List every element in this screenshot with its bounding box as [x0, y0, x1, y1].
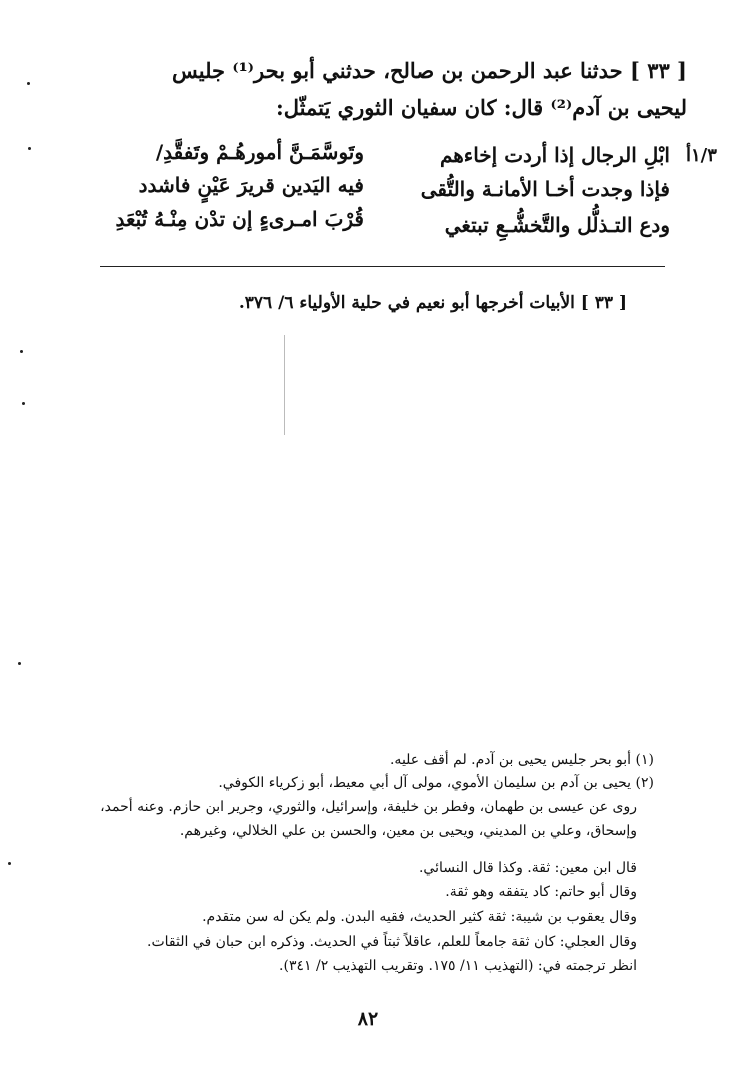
verse-2-first-hemistich: فإذا وجدت أخـا الأمانـة والتُّقى	[420, 177, 670, 201]
footnote-2-ijli: وقال العجلي: كان ثقة جامعاً للعلم، عاقلاً ثبتاً في الحديث. وذكره ابن حبان في الثقات.	[147, 934, 637, 950]
source-note: [ ٣٣ ] الأبيات أخرجها أبو نعيم في حلية الأولياء ٦/ ٣٧٦.	[238, 293, 627, 313]
scan-speck	[20, 350, 23, 353]
manuscript-folio-ref: ١/٣أ	[686, 145, 717, 166]
footnote-2-narrated-from: روى عن عيسى بن طهمان، وفطر بن خليفة، وإسرائيل، والثوري، وجرير ابن حازم. وعنه أحمد،	[100, 799, 637, 815]
scan-speck	[27, 82, 30, 85]
scan-speck	[22, 402, 25, 405]
scan-artifact-line	[284, 335, 285, 435]
footnote-2: (٢) يحيى بن آدم بن سليمان الأموي، مولى آل أبي معيط، أبو زكرياء الكوفي.	[218, 775, 654, 791]
footnote-2-ibn-main: قال ابن معين: ثقة. وكذا قال النسائي.	[418, 860, 637, 876]
footnote-2-narrated-by: وإسحاق، وعلي بن المديني، ويحيى بن معين، والحسن بن علي الخلالي، وغيرهم.	[179, 823, 637, 839]
narration-line-2: ليحيى بن آدم⁽²⁾ قال: كان سفيان الثوري يَتمثّل:	[276, 95, 687, 120]
page-number: ٨٢	[357, 1008, 379, 1030]
scan-speck	[28, 147, 31, 150]
verse-1-first-hemistich: ابْلِ الرجال إذا أردت إخاءهم	[439, 143, 670, 167]
separator-rule	[100, 266, 665, 267]
footnote-2-abu-hatim: وقال أبو حاتم: كاد يتفقه وهو ثقة.	[445, 884, 637, 900]
footnote-2-references: انظر ترجمته في: (التهذيب ١١/ ١٧٥. وتقريب التهذيب ٢/ ٣٤١).	[279, 958, 637, 974]
footnote-2-yaqub: وقال يعقوب بن شيبة: ثقة كثير الحديث، فقيه البدن. ولم يكن له سن متقدم.	[202, 909, 637, 925]
verse-3-first-hemistich: ودع التـذلُّل والتَّخشُّـعِ تبتغي	[444, 213, 670, 237]
footnote-1: (١) أبو بحر جليس يحيى بن آدم. لم أقف عليه.	[389, 752, 654, 768]
verse-3-second-hemistich: قُرْبَ امـرىءٍ إن تدْن مِنْـهُ تُبْعَدِ	[115, 207, 364, 231]
scan-speck	[18, 662, 21, 665]
scan-speck	[8, 862, 11, 865]
verse-2-second-hemistich: فيه اليَدين قريرَ عَيْنٍ فاشدد	[138, 173, 364, 197]
verse-1-second-hemistich: وتَوسَّمَـنَّ أمورهُـمْ وتَفقَّدِ/	[155, 140, 364, 164]
narration-line-1: [ ٣٣ ] حدثنا عبد الرحمن بن صالح، حدثني أبو بحر⁽¹⁾ جليس	[171, 58, 687, 83]
